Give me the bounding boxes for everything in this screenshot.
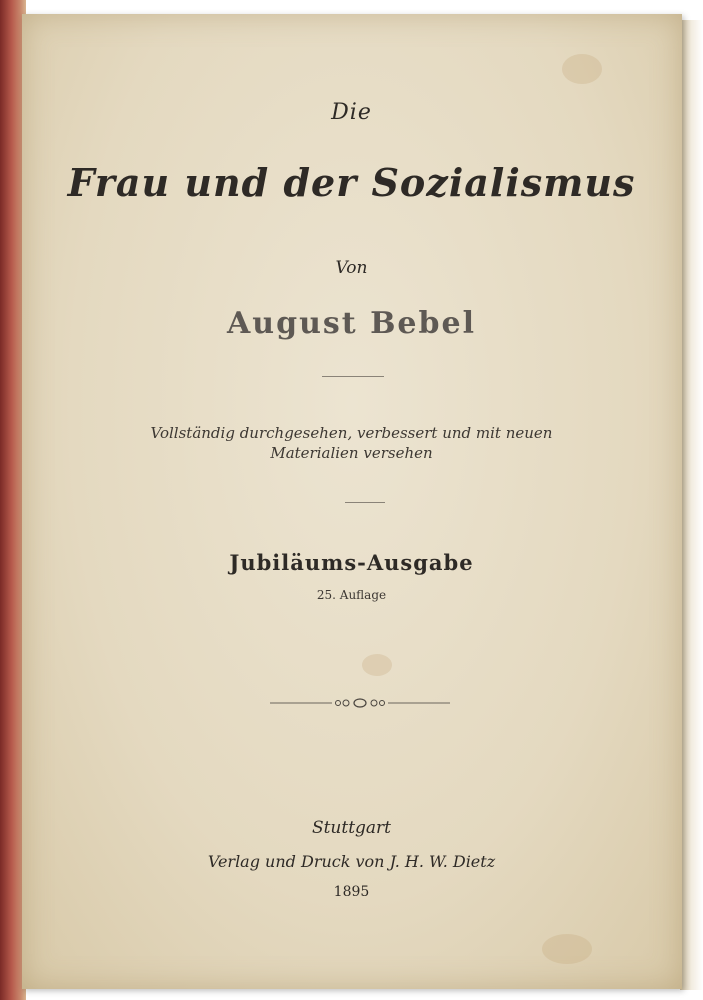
printing-number: 25. Auflage	[316, 588, 387, 602]
book-title: Frau und der Sozialismus	[67, 160, 636, 205]
title-article: Die	[331, 100, 372, 125]
edition-label: Jubiläums-Ausgabe	[229, 550, 474, 575]
subtitle-line-1: Vollständig durchgesehen, verbessert und mit neuen	[150, 424, 553, 442]
subtitle-line-2: Materialien versehen	[270, 444, 433, 462]
byline-von: Von	[335, 258, 368, 278]
paper-stain	[562, 54, 602, 84]
ornament-divider-icon	[270, 693, 450, 713]
paper-stain	[542, 934, 592, 964]
publication-year: 1895	[333, 884, 370, 900]
publisher-line: Verlag und Druck von J. H. W. Dietz	[207, 852, 496, 871]
divider-rule	[345, 502, 385, 503]
paper-stain	[362, 654, 392, 676]
publication-place: Stuttgart	[311, 818, 392, 838]
author-name: August Bebel	[227, 306, 476, 341]
divider-rule	[322, 376, 384, 377]
